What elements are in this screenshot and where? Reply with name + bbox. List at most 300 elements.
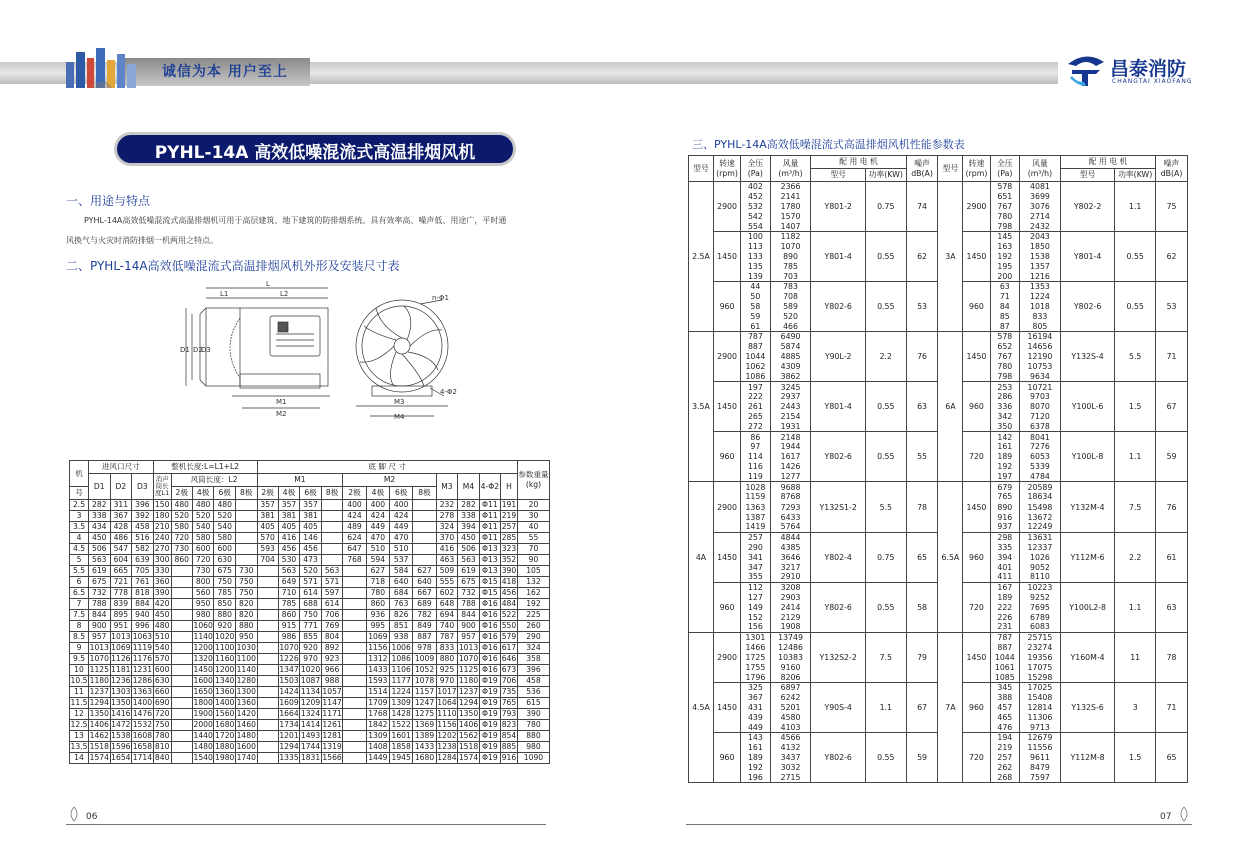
perf-flow-cell: 11556: [1020, 742, 1061, 752]
dims-cell: 582: [132, 544, 154, 555]
dims-cell: 900: [89, 621, 111, 632]
perf-speed-cell: 1450: [963, 632, 990, 682]
perf-pressure-cell: 145: [990, 232, 1019, 242]
dims-cell: 771: [300, 621, 322, 632]
perf-header-noise: 噪声 dB(A): [1156, 156, 1188, 182]
brand-name-en: CHANGTAI XIAOFANG: [1112, 78, 1193, 85]
perf-power-cell: 1.1: [1115, 182, 1156, 232]
dims-cell: 563: [458, 555, 480, 566]
dims-cell: 311: [110, 500, 132, 511]
dims-cell: 705: [132, 566, 154, 577]
dims-cell: 1601: [391, 731, 411, 740]
perf-motor-cell: Y802-6: [811, 732, 865, 782]
dims-cell: 563: [321, 566, 343, 577]
perf-speed-cell: 960: [963, 682, 990, 732]
dims-cell: 357: [300, 500, 322, 511]
perf-header-flow: 风量 (m³/h): [770, 156, 811, 182]
dims-cell: [343, 687, 366, 698]
dims-cell: 520: [171, 511, 192, 522]
perf-pressure-cell: 50: [741, 292, 770, 302]
dims-cell: 580: [192, 533, 214, 544]
dims-cell: 940: [132, 610, 154, 621]
perf-pressure-cell: 265: [741, 412, 770, 422]
perf-pressure-cell: 100: [741, 232, 770, 242]
perf-motor-cell: Y90S-4: [811, 682, 865, 732]
dims-cell: 510: [366, 544, 389, 555]
perf-pressure-cell: 1363: [741, 502, 770, 512]
perf-model-cell: 6A: [938, 332, 963, 482]
dims-cell: 449: [390, 522, 413, 533]
perf-pressure-cell: 1301: [741, 632, 770, 642]
dims-cell: 660: [154, 687, 170, 696]
dims-cell: 690: [154, 698, 170, 707]
dims-cell: 210: [154, 522, 170, 531]
dims-cell: [171, 588, 192, 599]
dims-cell: 600: [192, 544, 214, 555]
perf-power-cell: 2.2: [865, 332, 906, 382]
dims-cell: 1744: [300, 742, 321, 751]
dims-cell: 570: [154, 654, 170, 663]
dims-cell: 950: [192, 599, 214, 610]
perf-speed-cell: 720: [963, 732, 990, 782]
dims-cell: [257, 599, 278, 610]
dims-cell: [257, 610, 278, 621]
perf-pressure-cell: 197: [990, 472, 1019, 482]
dims-cell: 352: [501, 555, 517, 564]
dims-cell: 40: [517, 522, 549, 533]
dims-cell: 900: [458, 621, 480, 632]
perf-flow-cell: 16194: [1020, 332, 1061, 342]
perf-pressure-cell: 578: [990, 332, 1019, 342]
perf-pressure-cell: 189: [990, 592, 1019, 602]
dims-cell: [257, 632, 278, 643]
perf-pressure-cell: 119: [741, 472, 770, 482]
dims-cell: 560: [192, 588, 214, 599]
dims-cell: 833: [436, 643, 458, 654]
performance-table: [688, 155, 1188, 783]
page-ornament-icon: [1176, 806, 1192, 822]
dims-cell: [257, 742, 278, 753]
dims-cell: 536: [517, 687, 549, 698]
perf-flow-cell: 15498: [1020, 502, 1061, 512]
dims-header-no2: 号: [70, 487, 89, 500]
dims-cell: 12.5: [70, 720, 88, 729]
perf-flow-cell: 2414: [770, 602, 811, 612]
dims-cell: 923: [321, 654, 343, 665]
dims-cell: 20: [517, 500, 549, 511]
perf-pressure-cell: 532: [741, 202, 770, 212]
dims-cell: 1347: [279, 665, 299, 674]
dims-row: [70, 687, 550, 698]
dims-cell: 6: [70, 577, 89, 588]
dims-cell: 232: [436, 500, 458, 511]
dims-cell: 330: [154, 566, 170, 575]
dims-cell: [171, 621, 192, 632]
perf-power-cell: 0.55: [865, 282, 906, 332]
perf-noise-cell: 79: [906, 632, 938, 682]
drawing-label-L: L: [266, 280, 270, 288]
dims-cell: 1493: [300, 731, 321, 740]
perf-flow-cell: 833: [1020, 312, 1061, 322]
perf-flow-cell: 1216: [1020, 272, 1061, 282]
dims-cell: 1424: [279, 687, 299, 696]
dims-cell: 675: [458, 577, 480, 588]
perf-speed-cell: 1450: [713, 682, 740, 732]
dims-cell: [171, 643, 192, 654]
dims-cell: 1980: [215, 753, 235, 762]
perf-header-speed: 转速 (rpm): [963, 156, 990, 182]
dims-cell: [257, 720, 278, 731]
perf-noise-cell: 59: [1156, 432, 1188, 482]
dims-cell: 1518: [89, 742, 109, 751]
dims-cell: [413, 511, 436, 522]
perf-pressure-cell: 272: [741, 422, 770, 432]
dims-cell: [235, 544, 257, 555]
dims-cell: Φ16: [479, 599, 500, 610]
dims-cell: 1140: [236, 665, 256, 674]
perf-power-cell: 0.55: [865, 732, 906, 782]
perf-pressure-cell: 192: [990, 462, 1019, 472]
dims-header-length: 整机长度:L=L1+L2: [153, 461, 257, 474]
dims-cell: 804: [321, 632, 343, 643]
perf-pressure-cell: 133: [741, 252, 770, 262]
dims-row: [70, 577, 550, 588]
dims-cell: 1720: [215, 731, 235, 740]
dims-cell: 970: [436, 676, 458, 687]
perf-flow-cell: 3646: [770, 552, 811, 562]
dims-cell: 449: [366, 522, 389, 533]
dims-cell: 1566: [322, 753, 342, 762]
dims-cell: [171, 720, 192, 731]
dims-cell: [413, 555, 436, 566]
dims-cell: 750: [214, 577, 236, 588]
dims-cell: 1734: [279, 720, 299, 729]
dims-cell: 3.5: [70, 522, 89, 533]
perf-pressure-cell: 787: [990, 632, 1019, 642]
perf-pressure-cell: 554: [741, 222, 770, 232]
dims-cell: [321, 533, 343, 544]
perf-motor-cell: Y802-6: [811, 282, 865, 332]
dims-cell: 780: [154, 731, 170, 740]
perf-pressure-cell: 61: [741, 322, 770, 332]
dims-cell: 473: [300, 555, 322, 566]
dims-cell: 970: [300, 654, 322, 665]
dims-row: [70, 566, 550, 577]
dims-cell: 1200: [193, 643, 213, 652]
dims-cell: 619: [89, 566, 111, 577]
perf-flow-cell: 3862: [770, 372, 811, 382]
dims-cell: 665: [110, 566, 132, 577]
dims-cell: 370: [436, 533, 458, 544]
perf-flow-cell: 1850: [1020, 242, 1061, 252]
perf-flow-cell: 7293: [770, 502, 811, 512]
perf-motor-cell: Y112M-8: [1060, 732, 1114, 782]
dims-cell: Φ19: [479, 698, 500, 709]
dims-cell: [257, 709, 278, 720]
dims-cell: 750: [300, 610, 322, 621]
dims-cell: 1532: [132, 720, 153, 729]
perf-power-cell: 7.5: [865, 632, 906, 682]
perf-flow-cell: 6490: [770, 332, 811, 342]
dims-cell: 855: [300, 632, 322, 643]
perf-pressure-cell: 1159: [741, 492, 770, 502]
perf-pressure-cell: 85: [990, 312, 1019, 322]
dims-cell: 1324: [300, 709, 321, 718]
perf-pressure-cell: 449: [741, 722, 770, 732]
perf-flow-cell: 1277: [770, 472, 811, 482]
dims-cell: 580: [171, 522, 192, 533]
perf-pressure-cell: 765: [990, 492, 1019, 502]
perf-flow-cell: 6053: [1020, 452, 1061, 462]
perf-pressure-cell: 222: [741, 392, 770, 402]
dims-pole: 6极: [300, 487, 322, 500]
dims-cell: 1709: [368, 698, 388, 707]
dims-cell: 1126: [111, 654, 131, 663]
dims-cell: 1013: [458, 643, 479, 652]
perf-model-cell: 2.5A: [689, 182, 714, 332]
dims-cell: 424: [343, 511, 366, 522]
dims-cell: 1414: [300, 720, 321, 729]
dims-cell: [171, 632, 192, 643]
dims-cell: 278: [436, 511, 458, 522]
perf-header-motor: 配 用 电 机: [1060, 156, 1155, 169]
dims-cell: 593: [257, 544, 278, 555]
dims-cell: 740: [436, 621, 458, 632]
dims-cell: 820: [235, 610, 257, 621]
perf-noise-cell: 71: [1156, 682, 1188, 732]
perf-flow-cell: 3437: [770, 752, 811, 762]
perf-motor-cell: Y132S-4: [1060, 332, 1114, 382]
dims-cell: 1247: [414, 698, 435, 707]
dims-cell: 1100: [215, 643, 235, 652]
dims-cell: 710: [278, 588, 300, 599]
dims-cell: 951: [110, 621, 132, 632]
dims-cell: [171, 753, 192, 764]
dims-cell: 1286: [132, 676, 153, 685]
dims-cell: 11: [70, 687, 89, 698]
perf-flow-cell: 8479: [1020, 762, 1061, 772]
perf-pressure-cell: 112: [741, 582, 770, 592]
dims-cell: 450: [458, 533, 480, 544]
perf-flow-cell: 2043: [1020, 232, 1061, 242]
dims-row: [70, 742, 550, 753]
dims-cell: 1680: [215, 720, 235, 729]
perf-speed-cell: 2900: [963, 182, 990, 232]
perf-speed-cell: 2900: [713, 332, 740, 382]
dims-cell: [171, 676, 192, 687]
dims-cell: 416: [278, 533, 300, 544]
perf-flow-cell: 20589: [1020, 482, 1061, 492]
dims-pole: 4极: [278, 487, 300, 500]
dims-cell: 706: [501, 676, 517, 685]
perf-noise-cell: 67: [906, 682, 938, 732]
dims-row: [70, 610, 550, 621]
dims-cell: 1009: [414, 654, 435, 663]
dims-cell: 5: [70, 555, 89, 566]
perf-flow-cell: 9713: [1020, 722, 1061, 732]
perf-pressure-cell: 452: [741, 192, 770, 202]
dims-cell: 1740: [236, 753, 256, 762]
dims-cell: 260: [517, 621, 549, 632]
dims-cell: 1514: [368, 687, 388, 696]
perf-flow-cell: 1070: [770, 242, 811, 252]
dims-cell: 509: [436, 566, 458, 577]
dims-pole: 6极: [214, 487, 236, 500]
perf-row: [689, 632, 1188, 642]
dims-cell: 400: [343, 500, 366, 511]
dims-cell: 630: [154, 676, 170, 685]
perf-flow-cell: 14656: [1020, 342, 1061, 352]
perf-pressure-cell: 161: [741, 742, 770, 752]
dims-cell: 1320: [193, 654, 213, 663]
dims-row: [70, 753, 550, 764]
dims-cell: 1078: [414, 676, 435, 685]
perf-pressure-cell: 887: [990, 642, 1019, 652]
perf-pressure-cell: 197: [741, 382, 770, 392]
dims-cell: 884: [132, 599, 154, 610]
dims-cell: 617: [501, 643, 517, 652]
perf-flow-cell: 4844: [770, 532, 811, 542]
perf-noise-cell: 59: [906, 732, 938, 782]
dims-cell: [343, 566, 366, 577]
perf-flow-cell: 17025: [1020, 682, 1061, 692]
perf-flow-cell: 6242: [770, 692, 811, 702]
dims-cell: [343, 709, 366, 720]
dims-cell: 1360: [236, 698, 256, 707]
dims-cell: 540: [154, 643, 170, 652]
dims-cell: 323: [501, 544, 517, 553]
dims-cell: 1106: [391, 665, 411, 674]
perf-pressure-cell: 652: [990, 342, 1019, 352]
perf-flow-cell: 1538: [1020, 252, 1061, 262]
drawing-label-M1: M1: [276, 398, 287, 406]
perf-flow-cell: 8041: [1020, 432, 1061, 442]
dims-cell: 1389: [414, 731, 435, 740]
section-1-line-2: 风换气与火灾时消防排烟一机两用之特点。: [66, 236, 218, 245]
dims-cell: 1181: [111, 665, 131, 674]
perf-pressure-cell: 1755: [741, 662, 770, 672]
dims-cell: 1593: [368, 676, 388, 685]
perf-pressure-cell: 335: [990, 542, 1019, 552]
dims-cell: 516: [132, 533, 154, 544]
perf-flow-cell: 708: [770, 292, 811, 302]
dims-cell: 1363: [132, 687, 153, 696]
dims-row: [70, 632, 550, 643]
perf-pressure-cell: 388: [990, 692, 1019, 702]
dims-cell: 1406: [89, 720, 109, 729]
dims-cell: 563: [278, 566, 300, 577]
perf-motor-cell: Y802-6: [811, 432, 865, 482]
drawing-label-M3: M3: [394, 398, 405, 406]
perf-speed-cell: 2900: [713, 482, 740, 532]
dims-cell: 782: [413, 610, 436, 621]
dims-cell: [257, 676, 278, 687]
dims-cell: 1540: [193, 753, 213, 762]
perf-flow-cell: 4132: [770, 742, 811, 752]
perf-pressure-cell: 342: [990, 412, 1019, 422]
dims-cell: 1360: [215, 687, 235, 696]
perf-pressure-cell: 679: [990, 482, 1019, 492]
page-ornament-icon: [66, 806, 82, 822]
dims-cell: Φ16: [479, 632, 500, 643]
dims-cell: 90: [517, 555, 549, 566]
perf-header-model: 型号: [938, 156, 963, 182]
perf-flow-cell: 19356: [1020, 652, 1061, 662]
perf-model-cell: 3.5A: [689, 332, 714, 482]
dims-cell: 1350: [89, 709, 109, 718]
perf-flow-cell: 8206: [770, 672, 811, 682]
dims-cell: 1013: [89, 643, 109, 652]
drawing-label-M2: M2: [276, 410, 287, 418]
dims-cell: [343, 665, 366, 676]
perf-pressure-cell: 189: [990, 452, 1019, 462]
dims-cell: 1134: [300, 687, 321, 696]
drawing-label-4phi2: 4-Φ2: [440, 388, 457, 396]
dims-cell: 1608: [132, 731, 153, 740]
dims-row: [70, 533, 550, 544]
dims-cell: 1400: [215, 698, 235, 707]
perf-pressure-cell: 142: [990, 432, 1019, 442]
perf-motor-cell: Y100L-8: [1060, 432, 1114, 482]
dims-cell: 463: [436, 555, 458, 566]
perf-pressure-cell: 59: [741, 312, 770, 322]
dims-cell: 358: [517, 654, 549, 665]
perf-flow-cell: 5339: [1020, 462, 1061, 472]
perf-motor-cell: Y132M-4: [1060, 482, 1114, 532]
perf-speed-cell: 960: [963, 282, 990, 332]
dims-cell: 627: [413, 566, 436, 577]
dims-cell: 580: [214, 533, 236, 544]
dims-cell: 839: [110, 599, 132, 610]
perf-row: [689, 482, 1188, 492]
dims-cell: 219: [501, 511, 517, 520]
perf-power-cell: 1.1: [1115, 432, 1156, 482]
dims-cell: 1658: [132, 742, 153, 751]
dims-cell: 1052: [414, 665, 435, 674]
perf-noise-cell: 63: [906, 382, 938, 432]
perf-speed-cell: 960: [713, 732, 740, 782]
dims-cell: 957: [89, 632, 111, 643]
drawing-label-D1: D1: [180, 346, 190, 354]
perf-speed-cell: 960: [963, 382, 990, 432]
dims-pole: 4极: [366, 487, 389, 500]
dims-cell: 1237: [458, 687, 479, 696]
perf-header-motor-model: 型号: [1060, 169, 1114, 182]
dims-cell: 860: [171, 555, 192, 566]
perf-pressure-cell: 192: [741, 762, 770, 772]
perf-motor-cell: Y100L2-8: [1060, 582, 1114, 632]
dims-cell: 823: [501, 720, 517, 729]
drawing-label-D3: D3: [201, 346, 211, 354]
dims-cell: 1147: [322, 698, 342, 707]
perf-pressure-cell: 84: [990, 302, 1019, 312]
perf-noise-cell: 65: [906, 532, 938, 582]
dims-cell: [257, 753, 278, 764]
dims-pole: 4极: [192, 487, 214, 500]
dims-header-inlet: 进风口尺寸: [89, 461, 154, 474]
dims-cell: Φ16: [479, 643, 500, 654]
dims-cell: 480: [192, 500, 214, 511]
perf-model-cell: 7A: [938, 632, 963, 782]
perf-noise-cell: 58: [906, 582, 938, 632]
perf-flow-cell: 15408: [1020, 692, 1061, 702]
dims-cell: 480: [214, 500, 236, 511]
dims-row: [70, 522, 550, 533]
dims-cell: 788: [458, 599, 480, 610]
dims-cell: 338: [458, 511, 480, 522]
dims-cell: 880: [235, 621, 257, 632]
page-number-left: 06: [86, 812, 98, 822]
